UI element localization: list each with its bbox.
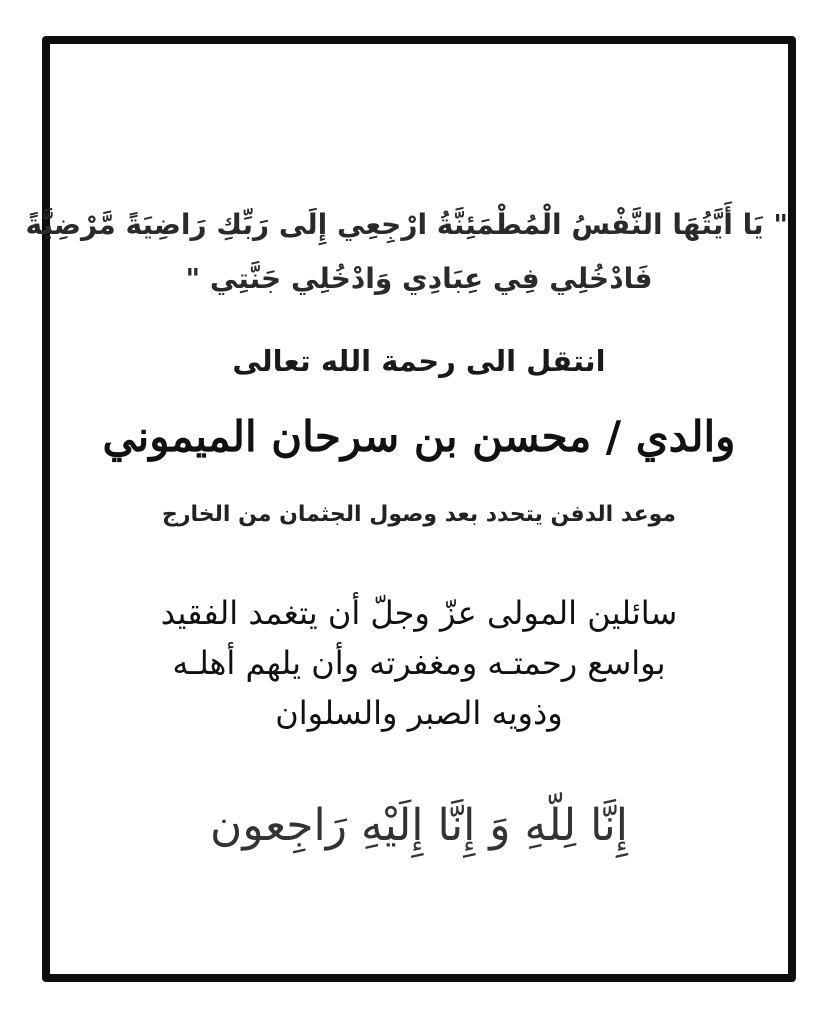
burial-note: موعد الدفن يتحدد بعد وصول الجثمان من الخارج — [161, 502, 677, 527]
quran-verse-line-2: فَادْخُلِي فِي عِبَادِي وَادْخُلِي جَنَّتِي " — [185, 262, 653, 295]
prayer-line-2: بواسع رحمتـه ومغفرته وأن يلهم أهلـه — [172, 644, 666, 682]
prayer-line-3: وذويه الصبر والسلوان — [275, 694, 563, 732]
closing-verse: إِنَّا لِلّهِ وَ إِنَّا إِلَيْهِ رَاجِعون — [210, 800, 628, 851]
deceased-name: والدي / محسن بن سرحان الميموني — [102, 412, 736, 461]
quran-verse-line-1: " يَا أَيَّتُهَا النَّفْسُ الْمُطْمَئِنَّةُ ارْجِعِي إِلَى رَبِّكِ رَاضِيَةً مَّرْضِيَّةً — [25, 208, 788, 241]
prayer-line-1: سائلين المولى عزّ وجلّ أن يتغمد الفقيد — [160, 594, 678, 632]
announcement-intro: انتقل الى رحمة الله تعالى — [232, 344, 606, 378]
